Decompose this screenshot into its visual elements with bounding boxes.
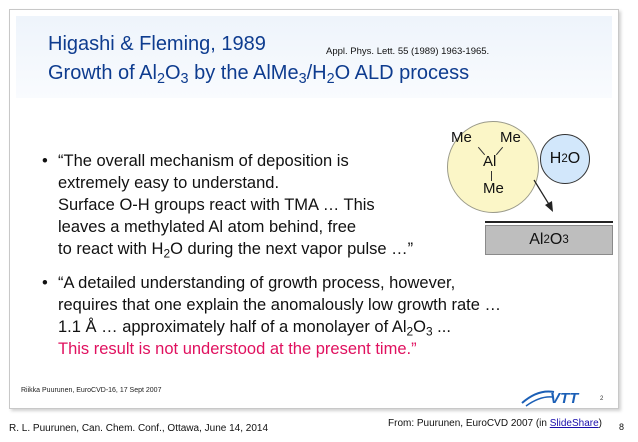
bullet-dot: • bbox=[42, 274, 48, 292]
surface-line bbox=[485, 221, 613, 223]
highlighted-quote-line: This result is not understood at the present time.” bbox=[58, 340, 417, 358]
slideshare-link[interactable]: SlideShare bbox=[549, 418, 599, 429]
quote-line: “A detailed understanding of growth process, however, bbox=[58, 274, 456, 292]
slide-subtitle: Growth of $Al_2O_3$ by the $AlMe_3/H_2O$ ALD process bbox=[48, 62, 470, 88]
quote-line: to react with $H_2O$ during the next vapor pulse …” bbox=[58, 240, 414, 261]
slide-author-footer: Riikka Puurunen, EuroCVD-16, 17 Sept 2007 bbox=[21, 387, 162, 394]
water-molecule-circle: H 2 O bbox=[540, 134, 590, 184]
slide bbox=[9, 9, 619, 409]
bullet-dot: • bbox=[42, 152, 48, 170]
quote-line: extremely easy to understand. bbox=[58, 174, 280, 192]
page-footer-source: From: Puurunen, EuroCVD 2007 (in SlideShare) bbox=[388, 418, 603, 429]
quote-line: 1.1 Å … approximately half of a monolayer of $Al_2O_3$ ... bbox=[58, 318, 451, 339]
alumina-layer: Al 2 O 3 bbox=[485, 225, 613, 255]
methyl-group-left: Me bbox=[451, 129, 472, 146]
vtt-logo bbox=[520, 386, 592, 408]
quote-line: requires that one explain the anomalously low growth rate … bbox=[58, 296, 501, 314]
methyl-group-bottom: Me bbox=[483, 180, 504, 197]
slide-title: Higashi & Fleming, 1989 bbox=[48, 33, 266, 55]
quote-line: leaves a methylated Al atom behind, free bbox=[58, 218, 357, 236]
page-footer-credit: R. L. Puurunen, Can. Chem. Conf., Ottawa, June 14, 2014 bbox=[9, 423, 269, 434]
page-number: 8 bbox=[619, 422, 625, 432]
aluminium-atom: Al bbox=[483, 153, 497, 170]
methyl-group-right: Me bbox=[500, 129, 521, 146]
svg-text:VTT: VTT bbox=[550, 390, 579, 407]
arrow-icon bbox=[10, 10, 620, 410]
quote-line: Surface O-H groups react with TMA … This bbox=[58, 196, 375, 214]
slide-number: 2 bbox=[600, 396, 604, 402]
journal-citation: Appl. Phys. Lett. 55 (1989) 1963-1965. bbox=[326, 46, 490, 57]
quote-line: “The overall mechanism of deposition is bbox=[58, 152, 349, 170]
